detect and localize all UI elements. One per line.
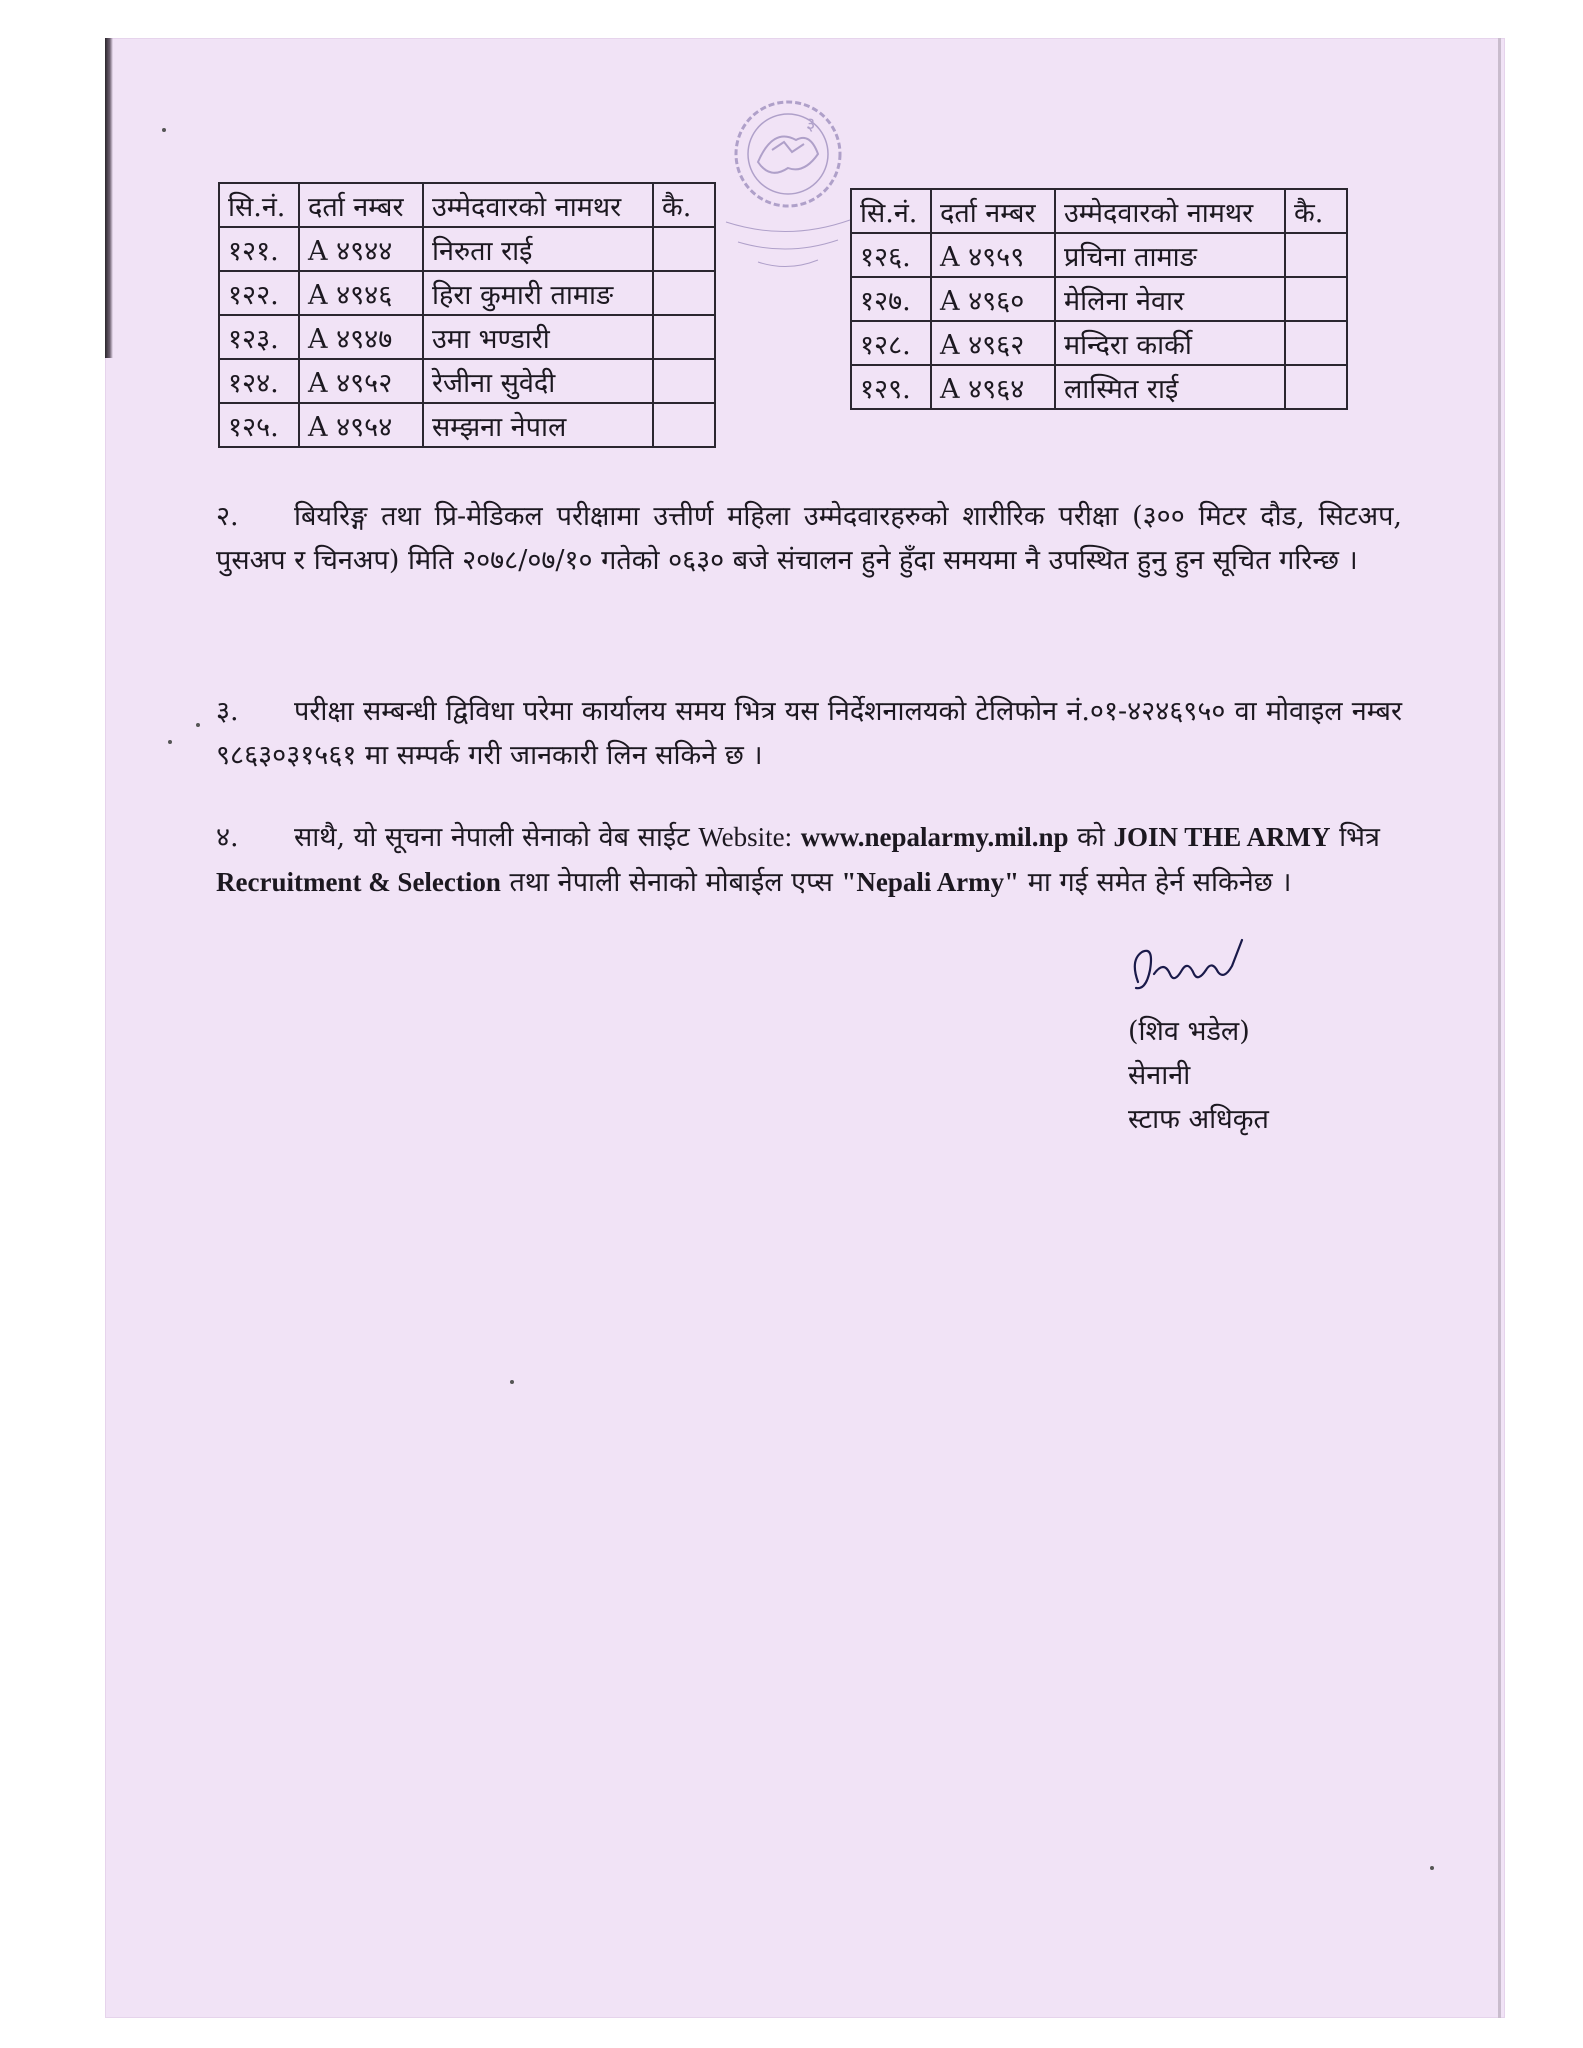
paragraph-text: मा गई समेत हेर्न सकिनेछ । [1027,867,1292,898]
cell-name: मेलिना नेवार [1055,277,1285,321]
candidate-table-left [218,182,716,448]
signatory-title: स्टाफ अधिकृत [1128,1104,1269,1135]
cell-name: हिरा कुमारी तामाङ [423,271,653,315]
cell-registration: A ४९४७ [299,315,423,359]
scan-speck [162,128,166,132]
paragraph-text: भित्र [1339,822,1380,853]
cell-name: लास्मित राई [1055,365,1285,409]
cell-serial: १२१. [219,227,299,271]
cell-registration: A ४९६२ [931,321,1055,365]
scan-edge-shadow [105,38,113,358]
scan-speck [196,723,200,727]
notice-paragraph-2 [216,495,1402,583]
signatory-rank: सेनानी [1128,1060,1191,1091]
header-remark: कै. [653,183,715,227]
table-row [219,227,715,271]
paragraph-text: को [1077,822,1105,853]
header-serial: सि.नं. [219,183,299,227]
cell-registration: A ४९५४ [299,403,423,447]
cell-registration: A ४९४४ [299,227,423,271]
cell-registration: A ४९५२ [299,359,423,403]
cell-remark [653,271,715,315]
signature-block [1128,930,1274,1142]
header-registration: दर्ता नम्बर [299,183,423,227]
cell-registration: A ४९५९ [931,233,1055,277]
header-remark: कै. [1285,189,1347,233]
cell-name: प्रचिना तामाङ [1055,233,1285,277]
table-row [851,365,1347,409]
scan-speck [1430,1866,1434,1870]
paragraph-text: बियरिङ्ग तथा प्रि-मेडिकल परीक्षामा उत्तीर्ण महिला उम्मेदवारहरुको शारीरिक परीक्षा (३०० मिटर दौड, सिटअप, पुसअप र चिनअप) मिति २०७८/०७/१० गतेको ०६३० बजे संचालन हुने हुँदा समयमा नै उपस्थित हुनु हुन सूचित गरिन्छ । [216,501,1402,576]
cell-registration: A ४९६० [931,277,1055,321]
cell-remark [653,315,715,359]
cell-registration: A ४९६४ [931,365,1055,409]
cell-name: निरुता राई [423,227,653,271]
cell-remark [653,227,715,271]
paragraph-text: साथै, यो सूचना नेपाली सेनाको वेब साईट [294,822,690,853]
table-row [851,321,1347,365]
cell-registration: A ४९४६ [299,271,423,315]
signatory-name: (शिव भडेल) [1128,1016,1250,1047]
table-row [219,315,715,359]
cell-remark [653,403,715,447]
table-row [851,233,1347,277]
table-row [219,359,715,403]
cell-remark [1285,365,1347,409]
paragraph-text: तथा नेपाली सेनाको मोबाईल एप्स [509,867,833,898]
paragraph-text: परीक्षा सम्बन्धी द्विविधा परेमा कार्यालय समय भित्र यस निर्देशनालयको टेलिफोन नं.०१-४२४६९५० वा मोवाइल नम्बर ९८६३०३१५६१ मा सम्पर्क गरी जानकारी लिन सकिने छ । [216,696,1402,771]
seal-page-number: ३ [806,114,816,135]
cell-remark [1285,233,1347,277]
cell-name: सम्झना नेपाल [423,403,653,447]
cell-serial: १२९. [851,365,931,409]
notice-paragraph-3 [216,690,1402,778]
paragraph-number: ३. [216,696,239,727]
app-name: "Nepali Army" [841,867,1020,897]
candidate-table-right [850,188,1348,410]
cell-serial: १२३. [219,315,299,359]
table-header-row [851,189,1347,233]
scan-speck [510,1380,514,1384]
header-name: उम्मेदवारको नामथर [1055,189,1285,233]
cell-remark [1285,277,1347,321]
scan-edge-right [1498,38,1501,2018]
recruitment-section: Recruitment & Selection [216,867,501,897]
cell-serial: १२४. [219,359,299,403]
cell-serial: १२६. [851,233,931,277]
handwritten-signature [1124,930,1274,1010]
notice-paragraph-4 [216,815,1402,905]
table-row [851,277,1347,321]
cell-serial: १२५. [219,403,299,447]
table-row [219,271,715,315]
cell-name: उमा भण्डारी [423,315,653,359]
cell-name: रेजीना सुवेदी [423,359,653,403]
website-link[interactable]: www.nepalarmy.mil.np [800,822,1069,852]
cell-name: मन्दिरा कार्की [1055,321,1285,365]
table-header-row [219,183,715,227]
cell-remark [1285,321,1347,365]
paragraph-number: २. [216,501,239,532]
cell-serial: १२२. [219,271,299,315]
header-name: उम्मेदवारको नामथर [423,183,653,227]
cell-serial: १२७. [851,277,931,321]
table-row [219,403,715,447]
scan-speck [168,740,172,744]
cell-serial: १२८. [851,321,931,365]
cell-remark [653,359,715,403]
join-army-section: JOIN THE ARMY [1113,822,1331,852]
paragraph-number: ४. [216,822,239,853]
office-seal-stamp [718,92,858,292]
header-registration: दर्ता नम्बर [931,189,1055,233]
website-label: Website: [698,822,793,852]
header-serial: सि.नं. [851,189,931,233]
